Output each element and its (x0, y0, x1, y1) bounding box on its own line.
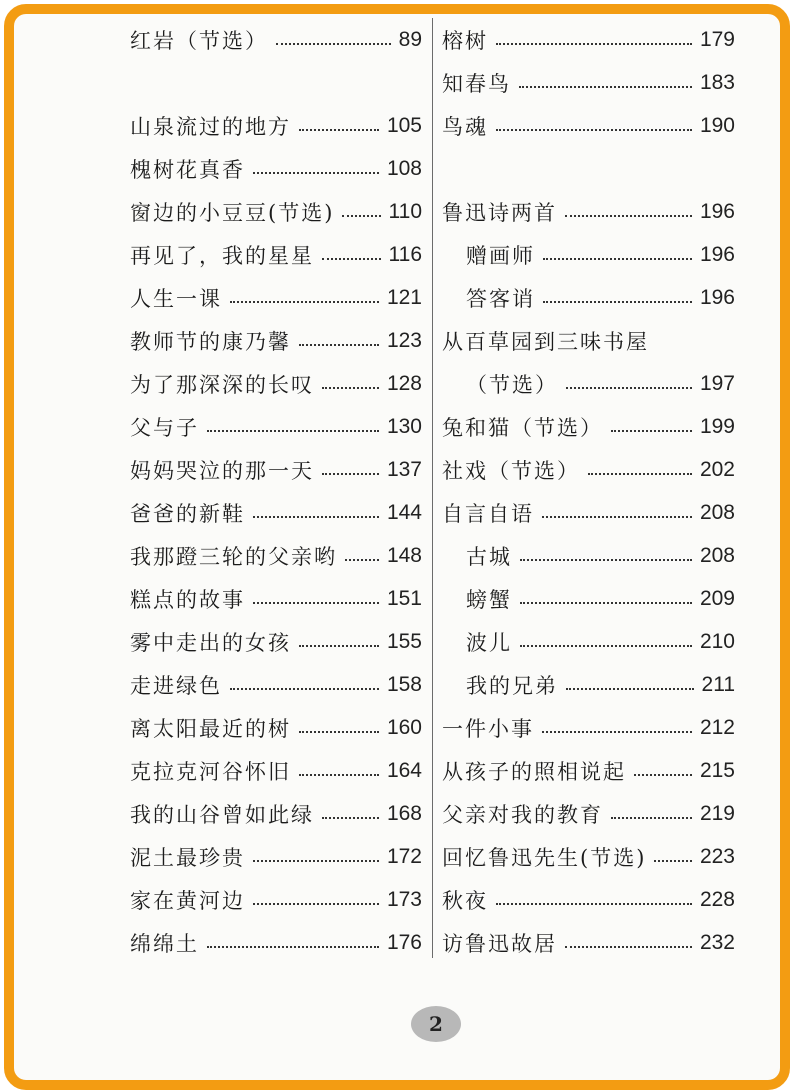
leader-dots (276, 43, 391, 45)
toc-title: 知春鸟 (442, 72, 511, 96)
toc-entry[interactable] (442, 192, 735, 232)
toc-entry[interactable] (130, 837, 422, 877)
toc-entry[interactable] (442, 622, 735, 662)
leader-dots (565, 215, 692, 217)
toc-title: 赠画师 (466, 244, 535, 268)
leader-dots (519, 86, 692, 88)
toc-title: 家在黄河边 (130, 889, 245, 913)
toc-entry[interactable] (442, 923, 735, 963)
toc-page-number: 148 (386, 544, 422, 567)
leader-dots (253, 602, 379, 604)
toc-title: 红岩（节选） (130, 29, 268, 53)
toc-title: 一件小事 (442, 717, 534, 741)
leader-dots (253, 903, 379, 905)
toc-page-number: 108 (386, 157, 422, 180)
toc-entry[interactable] (442, 751, 735, 791)
leader-dots (565, 946, 692, 948)
toc-title: 从百草园到三味书屋 (442, 330, 649, 354)
toc-page-number: 121 (386, 286, 422, 309)
toc-entry[interactable] (130, 622, 422, 662)
toc-entry[interactable] (130, 536, 422, 576)
leader-dots (611, 817, 692, 819)
leader-dots (322, 817, 379, 819)
toc-entry[interactable] (442, 794, 735, 834)
toc-page-number: 158 (386, 673, 422, 696)
toc-entry[interactable] (130, 665, 422, 705)
toc-page-number: 179 (699, 28, 735, 51)
toc-page-number: 168 (386, 802, 422, 825)
leader-dots (496, 129, 692, 131)
toc-title: 兔和猫（节选） (442, 416, 603, 440)
leader-dots (611, 430, 692, 432)
toc-title: 榕树 (442, 29, 488, 53)
page-number-text: 2 (429, 1012, 443, 1036)
page-number-badge (411, 1006, 461, 1042)
toc-title: 教师节的康乃馨 (130, 330, 291, 354)
toc-page-number: 212 (699, 716, 735, 739)
toc-title: 自言自语 (442, 502, 534, 526)
toc-left-column (130, 20, 422, 960)
toc-page-number: 209 (699, 587, 735, 610)
toc-entry[interactable] (442, 364, 735, 404)
toc-page-number: 199 (699, 415, 735, 438)
leader-dots (542, 731, 692, 733)
leader-dots (654, 860, 692, 862)
leader-dots (520, 602, 692, 604)
toc-entry[interactable] (130, 407, 422, 447)
toc-entry[interactable] (130, 106, 422, 146)
leader-dots (322, 387, 379, 389)
toc-title: 离太阳最近的树 (130, 717, 291, 741)
toc-page-number: 176 (386, 931, 422, 954)
leader-dots (496, 903, 692, 905)
toc-page-number: 155 (386, 630, 422, 653)
toc-entry[interactable] (130, 192, 422, 232)
leader-dots (542, 516, 692, 518)
toc-title: 我的兄弟 (466, 674, 558, 698)
toc-entry[interactable] (130, 493, 422, 533)
toc-title: 答客诮 (466, 287, 535, 311)
toc-title: 从孩子的照相说起 (442, 760, 626, 784)
toc-title: 山泉流过的地方 (130, 115, 291, 139)
toc-page-number: 183 (699, 71, 735, 94)
toc-title: 鲁迅诗两首 (442, 201, 557, 225)
toc-page-number: 110 (388, 200, 422, 223)
toc-entry[interactable] (130, 321, 422, 361)
toc-page-number: 89 (398, 28, 422, 51)
toc-title: 绵绵土 (130, 932, 199, 956)
toc-entry[interactable] (130, 794, 422, 834)
toc-page-number: 196 (699, 200, 735, 223)
leader-dots (299, 645, 379, 647)
toc-entry[interactable] (442, 837, 735, 877)
leader-dots (207, 430, 379, 432)
toc-entry[interactable] (442, 579, 735, 619)
toc-title: 为了那深深的长叹 (130, 373, 314, 397)
toc-title: 槐树花真香 (130, 158, 245, 182)
toc-title: 父亲对我的教育 (442, 803, 603, 827)
leader-dots (299, 129, 379, 131)
leader-dots (496, 43, 692, 45)
toc-title: 泥土最珍贵 (130, 846, 245, 870)
toc-page-number: 219 (699, 802, 735, 825)
leader-dots (543, 301, 692, 303)
toc-entry[interactable] (442, 880, 735, 920)
toc-page-number: 164 (386, 759, 422, 782)
leader-dots (342, 215, 380, 217)
leader-dots (543, 258, 692, 260)
toc-page-number: 151 (386, 587, 422, 610)
toc-entry[interactable] (442, 278, 735, 318)
toc-title: 螃蟹 (466, 588, 512, 612)
toc-page-number: 208 (699, 544, 735, 567)
toc-entry[interactable] (442, 20, 735, 60)
leader-dots (253, 860, 379, 862)
leader-dots (634, 774, 692, 776)
toc-title: 人生一课 (130, 287, 222, 311)
toc-title: 妈妈哭泣的那一天 (130, 459, 314, 483)
leader-dots (345, 559, 379, 561)
toc-page-number: 137 (386, 458, 422, 481)
toc-entry[interactable] (442, 63, 735, 103)
toc-page-number: 232 (699, 931, 735, 954)
toc-title: 社戏（节选） (442, 459, 580, 483)
toc-entry[interactable] (130, 235, 422, 275)
leader-dots (207, 946, 379, 948)
toc-entry[interactable] (130, 278, 422, 318)
leader-dots (299, 774, 379, 776)
toc-title: 克拉克河谷怀旧 (130, 760, 291, 784)
leader-dots (322, 258, 381, 260)
toc-page-number: 190 (699, 114, 735, 137)
toc-page-number: 123 (386, 329, 422, 352)
toc-title: 再见了，我的星星 (130, 244, 314, 268)
toc-page-number: 160 (386, 716, 422, 739)
toc-page-number: 144 (386, 501, 422, 524)
toc-page-number: 130 (386, 415, 422, 438)
toc-title: 窗边的小豆豆(节选) (130, 201, 335, 225)
toc-entry[interactable] (442, 321, 735, 361)
toc-title: 糕点的故事 (130, 588, 245, 612)
leader-dots (566, 688, 694, 690)
toc-page-number: 197 (699, 372, 735, 395)
leader-dots (230, 688, 379, 690)
toc-title: 访鲁迅故居 (442, 932, 557, 956)
toc-page-number: 196 (699, 286, 735, 309)
toc-entry[interactable] (130, 450, 422, 490)
toc-entry[interactable] (130, 364, 422, 404)
toc-entry[interactable] (130, 923, 422, 963)
toc-entry[interactable] (442, 493, 735, 533)
toc-page-number: 105 (386, 114, 422, 137)
toc-title: 古城 (466, 545, 512, 569)
toc-entry[interactable] (442, 536, 735, 576)
leader-dots (588, 473, 692, 475)
toc-page-number: 215 (699, 759, 735, 782)
toc-page-number: 210 (699, 630, 735, 653)
toc-entry[interactable] (130, 579, 422, 619)
toc-title: 回忆鲁迅先生(节选) (442, 846, 647, 870)
leader-dots (520, 559, 692, 561)
leader-dots (230, 301, 379, 303)
toc-page-number: 196 (699, 243, 735, 266)
toc-page-number: 211 (701, 673, 735, 696)
toc-title: 雾中走出的女孩 (130, 631, 291, 655)
toc-page-number: 128 (386, 372, 422, 395)
toc-title: 父与子 (130, 416, 199, 440)
leader-dots (253, 516, 379, 518)
toc-entry[interactable] (442, 708, 735, 748)
toc-page-number: 223 (699, 845, 735, 868)
toc-title: 我的山谷曾如此绿 (130, 803, 314, 827)
toc-entry[interactable] (130, 20, 422, 60)
toc-entry[interactable] (130, 149, 422, 189)
toc-page-number: 202 (699, 458, 735, 481)
toc-title: 爸爸的新鞋 (130, 502, 245, 526)
leader-dots (322, 473, 379, 475)
leader-dots (299, 344, 379, 346)
toc-title: （节选） (466, 373, 558, 397)
toc-entry[interactable] (442, 106, 735, 146)
toc-title: 鸟魂 (442, 115, 488, 139)
toc-entry[interactable] (442, 665, 735, 705)
toc-entry[interactable] (442, 407, 735, 447)
toc-title: 波儿 (466, 631, 512, 655)
leader-dots (253, 172, 379, 174)
toc-title: 秋夜 (442, 889, 488, 913)
toc-page-number: 172 (386, 845, 422, 868)
toc-entry[interactable] (442, 450, 735, 490)
toc-entry[interactable] (130, 751, 422, 791)
toc-page-number: 173 (386, 888, 422, 911)
toc-title: 走进绿色 (130, 674, 222, 698)
leader-dots (520, 645, 692, 647)
toc-page-number: 208 (699, 501, 735, 524)
toc-title: 我那蹬三轮的父亲哟 (130, 545, 337, 569)
toc-page-number: 116 (388, 243, 422, 266)
toc-page-number: 228 (699, 888, 735, 911)
toc-entry[interactable] (130, 708, 422, 748)
toc-entry[interactable] (442, 235, 735, 275)
toc-entry[interactable] (130, 880, 422, 920)
leader-dots (566, 387, 692, 389)
toc-right-column (442, 20, 735, 960)
column-divider (432, 18, 433, 958)
leader-dots (299, 731, 379, 733)
